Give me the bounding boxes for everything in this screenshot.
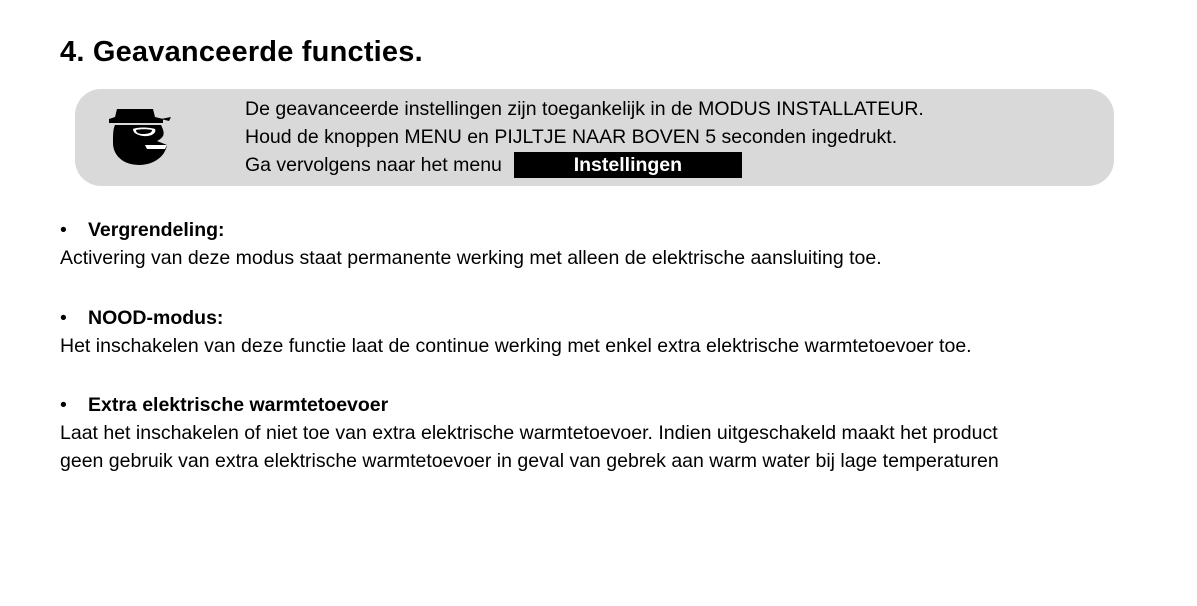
info-text xyxy=(245,95,924,179)
section-vergrendeling xyxy=(60,216,882,272)
bullet: • xyxy=(60,219,67,241)
info-line-3-text: Ga vervolgens naar het menu xyxy=(245,154,502,176)
section-heading xyxy=(60,304,972,332)
section-heading xyxy=(60,216,882,244)
section-heading-text: Vergrendeling: xyxy=(88,219,225,241)
info-line-1: De geavanceerde instellingen zijn toegankelijk in de MODUS INSTALLATEUR. xyxy=(245,98,924,120)
section-body-line-2: geen gebruik van extra elektrische warmtetoevoer in geval van gebrek aan warm water bij lage temperaturen xyxy=(60,450,999,472)
info-line-2: Houd de knoppen MENU en PIJLTJE NAAR BOVEN 5 seconden ingedrukt. xyxy=(245,126,898,148)
section-heading-text: Extra elektrische warmtetoevoer xyxy=(88,394,389,416)
section-nood-modus xyxy=(60,304,972,360)
section-heading xyxy=(60,391,999,419)
page-title: 4. Geavanceerde functies. xyxy=(60,36,423,68)
installer-icon xyxy=(105,103,177,167)
section-extra-warmtetoevoer xyxy=(60,391,999,475)
bullet: • xyxy=(60,307,67,329)
bullet: • xyxy=(60,394,67,416)
section-body-line-1: Laat het inschakelen of niet toe van extra elektrische warmtetoevoer. Indien uitgeschakeld maakt het product xyxy=(60,422,998,444)
menu-badge-instellingen: Instellingen xyxy=(514,152,742,178)
installer-info-box xyxy=(75,89,1114,186)
section-body: Het inschakelen van deze functie laat de continue werking met enkel extra elektrische warmtetoevoer toe. xyxy=(60,335,972,357)
info-line-3 xyxy=(245,151,924,179)
section-body: Activering van deze modus staat permanente werking met alleen de elektrische aansluiting toe. xyxy=(60,247,882,269)
section-heading-text: NOOD-modus: xyxy=(88,307,224,329)
